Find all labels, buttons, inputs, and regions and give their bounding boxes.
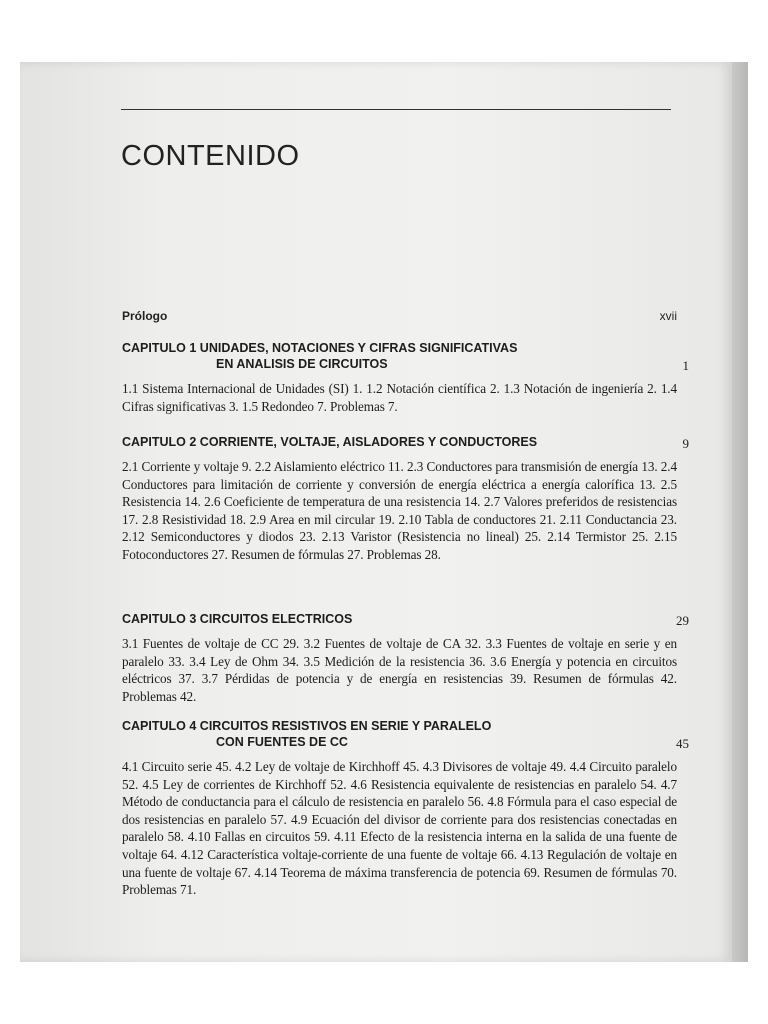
chapter-title-line2: EN ANALISIS DE CIRCUITOS [216, 357, 388, 371]
page-title: CONTENIDO [121, 140, 300, 172]
toc-chapter-3 [122, 611, 689, 705]
toc-chapter-2 [122, 434, 689, 564]
chapter-number: CAPITULO 2 [122, 435, 197, 449]
chapter-title-line2: CON FUENTES DE CC [216, 735, 348, 749]
paper-sheet [20, 62, 732, 962]
chapter-heading [122, 611, 689, 628]
chapter-title: CIRCUITOS RESISTIVOS EN SERIE Y PARALELO [199, 719, 492, 733]
top-rule [121, 109, 671, 110]
chapter-heading [122, 434, 689, 451]
toc-chapter-4 [122, 718, 689, 899]
chapter-number: CAPITULO 3 [122, 612, 197, 626]
chapter-title: CORRIENTE, VOLTAJE, AISLADORES Y CONDUCTORES [199, 435, 538, 449]
chapter-sections: 3.1 Fuentes de voltaje de CC 29. 3.2 Fuentes de voltaje de CA 32. 3.3 Fuentes de voltaje en serie y en paralelo 33. 3.4 Ley de Ohm 34. 3.5 Medición de la resistencia 36. 3.6 Energía y potencia en circuitos eléctricos 37. 3.7 Pérdidas de potencia y de energía en resistencias 39. Resumen de fórmulas 42. Problemas 42. [122, 636, 677, 704]
prologue-page: xvii [659, 309, 677, 323]
chapter-sections: 1.1 Sistema Internacional de Unidades (SI) 1. 1.2 Notación científica 2. 1.3 Notación de ingeniería 2. 1.4 Cifras significativas 3. 1.5 Redondeo 7. Problemas 7. [122, 381, 677, 414]
chapter-page: 9 [682, 436, 689, 451]
chapter-title: UNIDADES, NOTACIONES Y CIFRAS SIGNIFICATIVAS [199, 341, 518, 355]
scanned-page [20, 62, 748, 962]
chapter-number: CAPITULO 4 [122, 719, 197, 733]
prologue-label: Prólogo [122, 309, 168, 323]
chapter-sections: 4.1 Circuito serie 45. 4.2 Ley de voltaje de Kirchhoff 45. 4.3 Divisores de voltaje 49. 4.4 Circuito paralelo 52. 4.5 Ley de corrientes de Kirchhoff 52. 4.6 Resistencia equivalente de resistencias en paralelo 54. 4.7 Método de conductancia para el cálculo de resistencia en paralelo 56. 4.8 Fórmula para el caso especial de dos resistencias en paralelo 57. 4.9 Ecuación del divisor de corriente para dos resistencias conectadas en paralelo 58. 4.10 Fallas en circuitos 59. 4.11 Efecto de la resistencia interna en la salida de una fuente de voltaje 64. 4.12 Característica voltaje-corriente de una fuente de voltaje 66. 4.13 Regulación de voltaje en una fuente de voltaje 67. 4.14 Teorema de máxima transferencia de potencia 69. Resumen de fórmulas 70. Problemas 71. [122, 759, 677, 898]
toc-prologue [122, 309, 677, 323]
chapter-title: CIRCUITOS ELECTRICOS [199, 612, 353, 626]
chapter-heading [122, 340, 689, 373]
chapter-number: CAPITULO 1 [122, 341, 197, 355]
page-edge-shadow [732, 62, 748, 962]
chapter-page: 45 [676, 736, 689, 751]
chapter-sections: 2.1 Corriente y voltaje 9. 2.2 Aislamiento eléctrico 11. 2.3 Conductores para transmisión de energía 13. 2.4 Conductores para limitación de corriente y conversión de energía eléctrica a energía calorífica 13. 2.5 Resistencia 14. 2.6 Coeficiente de temperatura de una resistencia 14. 2.7 Valores preferidos de resistencias 17. 2.8 Resistividad 18. 2.9 Area en mil circular 19. 2.10 Tabla de conductores 21. 2.11 Conductancia 23. 2.12 Semiconductores y diodos 23. 2.13 Varistor (Resistencia no lineal) 25. 2.14 Termistor 25. 2.15 Fotoconductores 27. Resumen de fórmulas 27. Problemas 28. [122, 459, 677, 562]
toc-chapter-1 [122, 340, 689, 415]
chapter-page: 1 [682, 358, 689, 373]
chapter-page: 29 [676, 613, 689, 628]
chapter-heading [122, 718, 689, 751]
